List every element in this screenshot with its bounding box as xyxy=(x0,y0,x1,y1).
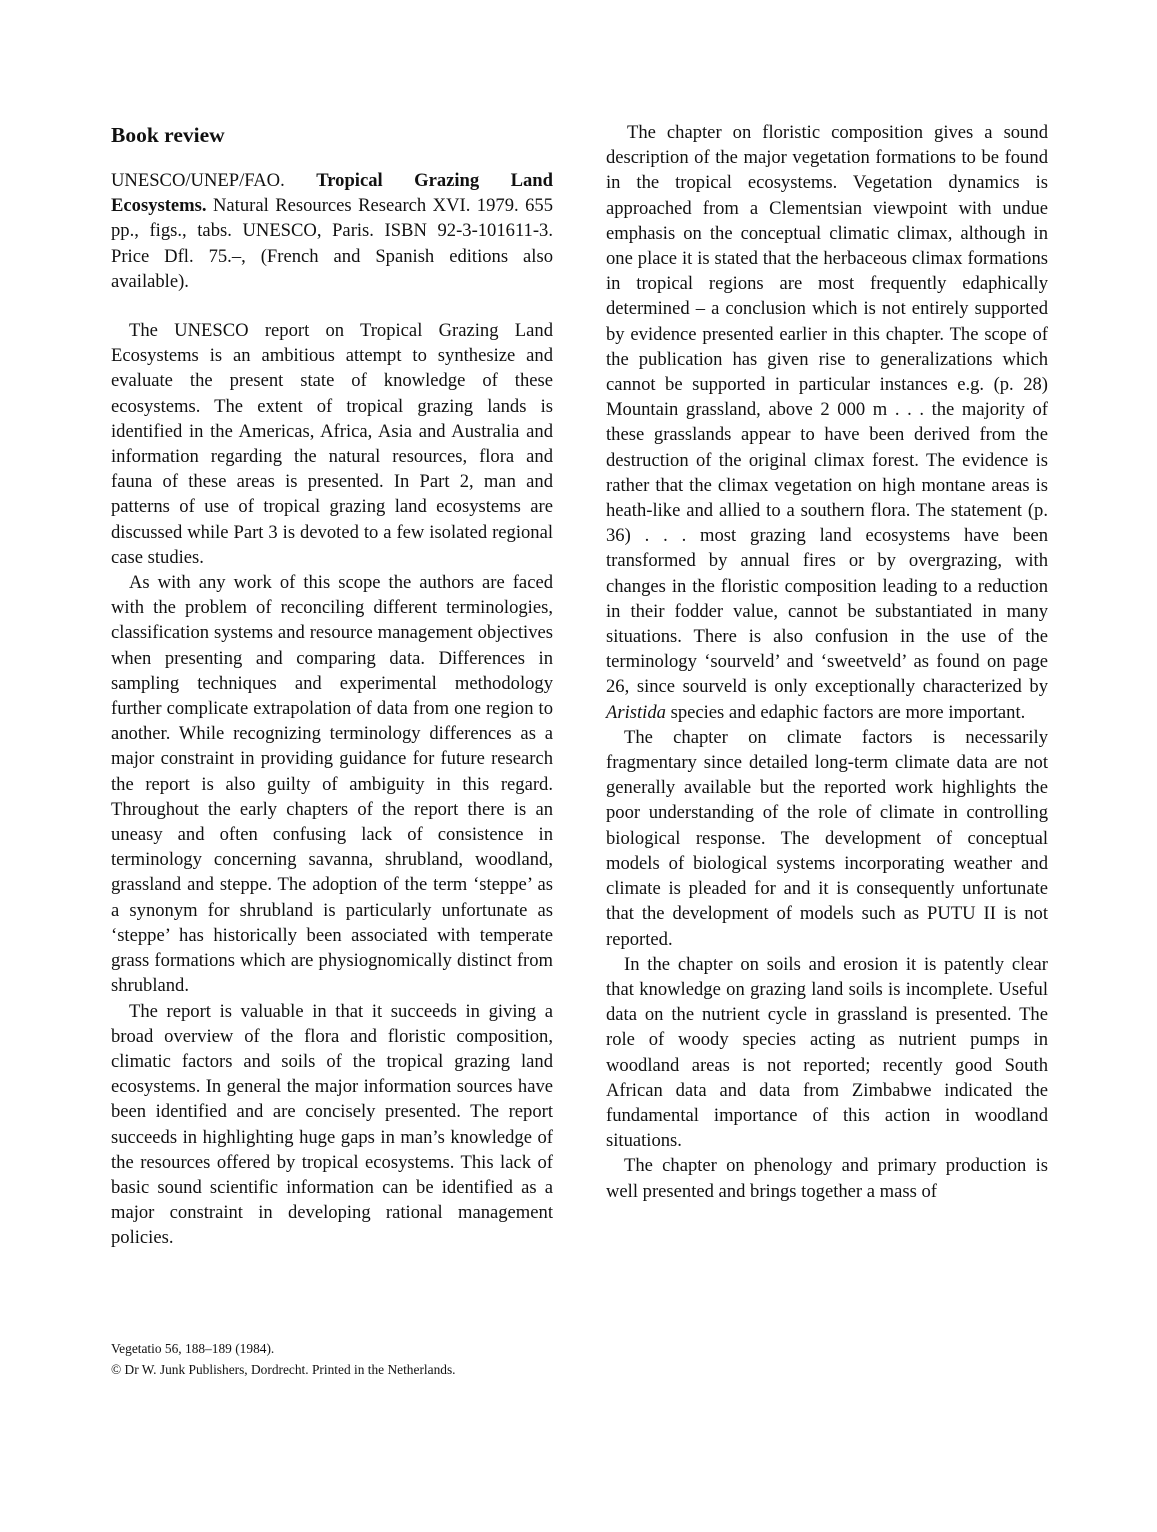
section-heading: Book review xyxy=(111,123,225,147)
citation-authors: UNESCO/UNEP/FAO. xyxy=(111,170,285,191)
paragraph-text: The chapter on floristic composition gives a sound description of the major vegetation formations to be found in the tropical ecosystems. Vegetation dynamics is approached from a Clementsian viewpoint with undue emphasis on the conceptual climatic climax, although in one place it is stated that the herbaceous climax formations in tropical regions are most frequently edaphically determined – a conclusion which is not entirely supported by evidence presented earlier in this chapter. The scope of the publication has given rise to generalizations which cannot be supported in particular instances e.g. (p. 28) Mountain grassland, above 2 000 m . . . the majority of these grasslands appear to have been derived from the destruction of the original climax forest. The evidence is rather that the climax vegetation on high montane areas is heath-like and allied to a southern flora. The statement (p. 36) . . . most grazing land ecosystems have been transformed by annual fires or by overgrazing, with changes in the floristic composition leading to a reduction in their fodder value, cannot be substantiated in many situations. There is also confusion in the use of the terminology ‘sourveld’ and ‘sweetveld’ as found on page 26, since sourveld is only exceptionally characterized by xyxy=(606,122,1048,698)
book-citation xyxy=(111,168,553,294)
copyright-notice: © Dr W. Junk Publishers, Dordrecht. Printed in the Netherlands. xyxy=(111,1362,456,1377)
paragraph-text: species and edaphic factors are more important. xyxy=(670,701,1026,723)
body-paragraph: As with any work of this scope the authors are faced with the problem of reconciling different terminologies, classification systems and resource management objectives when presenting and comparing data. Differences in sampling techniques and experimental methodology further complicate extrapolation of data from one region to another. While recognizing terminology differences as a major constraint in providing guidance for future research the report is also guilty of ambiguity in this regard. Throughout the early chapters of the report there is an uneasy and often confusing lack of consistence in terminology concerning savanna, shrubland, woodland, grassland and steppe. The adoption of the term ‘steppe’ as a synonym for shrubland is particularly unfortunate as ‘steppe’ has historically been associated with temperate grass formations which are physiognomically distinct from shrubland. xyxy=(111,572,553,997)
citation-title: Tropical Grazing Land Ecosystems. xyxy=(111,170,553,217)
body-paragraph: The chapter on phenology and primary production is well presented and brings together a mass of xyxy=(606,1155,1048,1202)
body-paragraph: In the chapter on soils and erosion it is patently clear that knowledge on grazing land soils is incomplete. Useful data on the nutrient cycle in grassland is presented. The role of woody species acting as nutrient pumps in woodland areas is not reported; recently good South African data and data from Zimbabwe indicated the fundamental importance of this action in woodland situations. xyxy=(606,953,1048,1152)
left-column xyxy=(111,120,553,1251)
citation-details: Natural Resources Research XVI. 1979. 655 pp., figs., tabs. UNESCO, Paris. ISBN 92-3-101611-3. Price Dfl. 75.–, (French and Spanish editions also available). xyxy=(111,195,553,292)
body-paragraph xyxy=(606,120,1048,725)
body-paragraph: The chapter on climate factors is necessarily fragmentary since detailed long-term climate data are not generally available but the reported work highlights the poor understanding of the role of climate in controlling biological response. The development of conceptual models of biological systems incorporating weather and climate is pleaded for and it is consequently unfortunate that the development of models such as PUTU II is not reported. xyxy=(606,726,1048,950)
journal-reference: Vegetatio 56, 188–189 (1984). xyxy=(111,1341,275,1356)
page-footer xyxy=(111,1338,456,1380)
body-paragraph: The report is valuable in that it succeeds in giving a broad overview of the flora and floristic composition, climatic factors and soils of the tropical grazing land ecosystems. In general the major information sources have been identified and are concisely presented. The report succeeds in highlighting huge gaps in man’s knowledge of the resources offered by tropical ecosystems. This lack of basic sound scientific information can be identified as a major constraint in developing rational management policies. xyxy=(111,1000,553,1249)
right-column xyxy=(606,120,1048,1204)
body-paragraph: The UNESCO report on Tropical Grazing Land Ecosystems is an ambitious attempt to synthesize and evaluate the present state of knowledge of these ecosystems. The extent of tropical grazing lands is identified in the Americas, Africa, Asia and Australia and information regarding the natural resources, flora and fauna of these areas is presented. In Part 2, man and patterns of use of tropical grazing land ecosystems are discussed while Part 3 is devoted to a few isolated regional case studies. xyxy=(111,320,553,568)
species-name: Aristida xyxy=(606,701,666,723)
